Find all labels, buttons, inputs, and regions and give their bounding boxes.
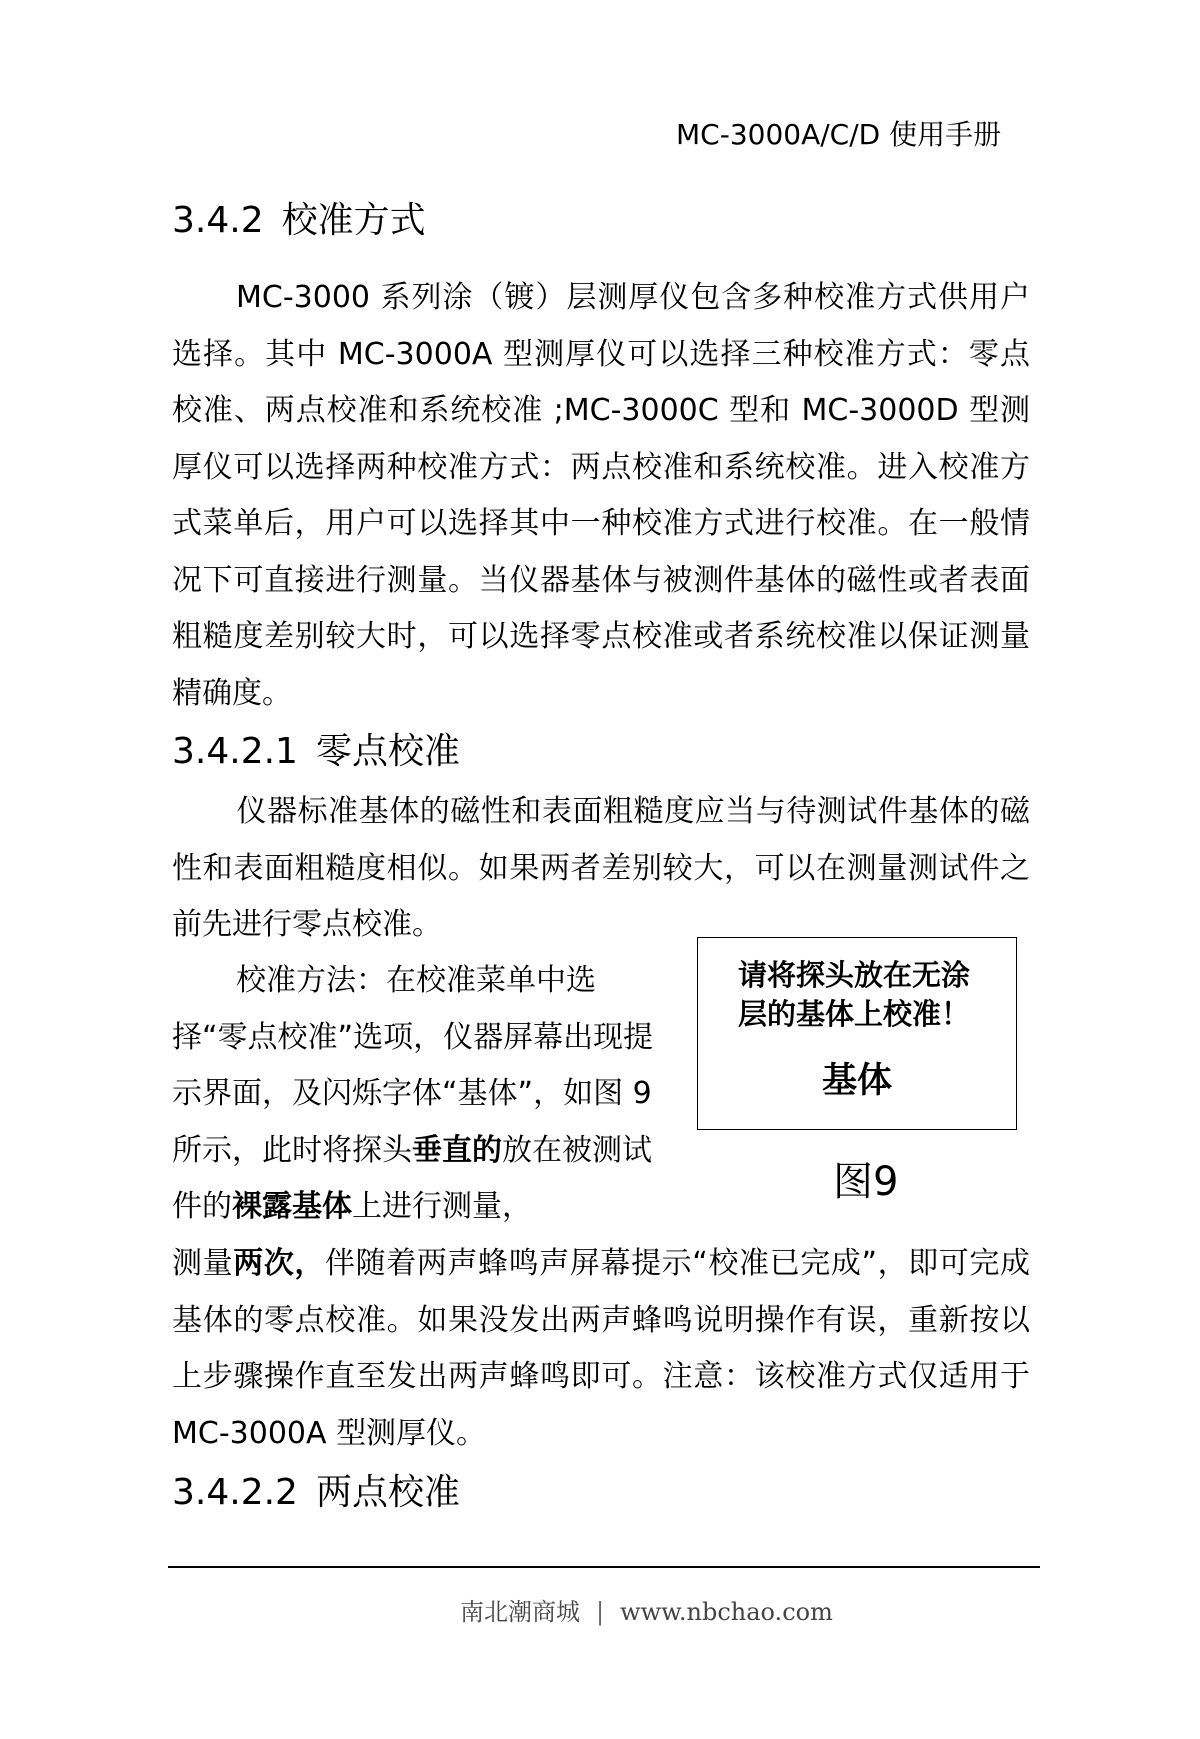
method-text-2: 放在被测试件的 [172, 1132, 652, 1224]
intro-paragraph [172, 270, 1030, 722]
screen-flashing-word: 基体 [821, 1060, 892, 1101]
method-cont-text-1: 测量 [172, 1246, 234, 1281]
section-number: 3.4.2.2 [172, 1472, 298, 1513]
method-emphasis-bare-substrate: 裸露基体 [232, 1189, 352, 1224]
method-text-1: 校准方法：在校准菜单中选择“零点校准”选项，仪器屏幕出现提示界面，及闪烁字体“基体”，如图 9 所示，此时将探头 [172, 963, 654, 1168]
section-heading-calibration-modes [172, 198, 426, 244]
section-number: 3.4.2.1 [172, 731, 298, 772]
section-title: 两点校准 [315, 1472, 460, 1513]
intro-text: MC-3000 系列涂（镀）层测厚仪包含多种校准方式供用户选择。其中 MC-3000A 型测厚仪可以选择三种校准方式：零点校准、两点校准和系统校准 ;MC-3000C 型和 MC-3000D 型测厚仪可以选择两种校准方式：两点校准和系统校准。进入校准方式菜单后，用户可以选择其中一种校准方式进行校准。在一般情况下可直接进行测量。当仪器基体与被测件基体的磁性或者表面粗糙度差别较大时，可以选择零点校准或者系统校准以保证测量精确度。 [172, 280, 1030, 711]
footer-divider [168, 1566, 1040, 1568]
method-paragraph [172, 953, 662, 1236]
instrument-screen-figure [697, 937, 1017, 1130]
manual-header: MC-3000A/C/D 使用手册 [676, 118, 1002, 151]
section-title: 零点校准 [315, 731, 460, 772]
footer-url: www.nbchao.com [620, 1598, 833, 1626]
method-emphasis-twice: 两次， [233, 1246, 326, 1281]
section-heading-two-point-calibration [172, 1470, 460, 1516]
zero-intro-text: 仪器标准基体的磁性和表面粗糙度应当与待测试件基体的磁性和表面粗糙度相似。如果两者差别较大，可以在测量测试件之前先进行零点校准。 [172, 794, 1030, 942]
method-continuation-paragraph [172, 1236, 1030, 1462]
section-number: 3.4.2 [172, 200, 264, 241]
footer-separator: | [596, 1598, 605, 1626]
method-emphasis-vertical: 垂直的 [412, 1132, 502, 1168]
figure-caption: 图9 [833, 1159, 899, 1205]
screen-prompt-text: 请将探头放在无涂层的基体上校准！ [738, 958, 971, 1031]
footer [460, 1596, 833, 1628]
section-title: 校准方式 [281, 200, 426, 241]
footer-site-name: 南北潮商城 [460, 1598, 580, 1626]
zero-intro-paragraph [172, 784, 1030, 954]
method-cont-text-2: 伴随着两声蜂鸣声屏幕提示“校准已完成”，即可完成基体的零点校准。如果没发出两声蜂鸣说明操作有误，重新按以上步骤操作直至发出两声蜂鸣即可。注意：该校准方式仅适用于 MC-3000A 型测厚仪。 [172, 1246, 1031, 1451]
section-heading-zero-calibration [172, 729, 460, 775]
method-text-3: 上进行测量， [352, 1189, 532, 1224]
